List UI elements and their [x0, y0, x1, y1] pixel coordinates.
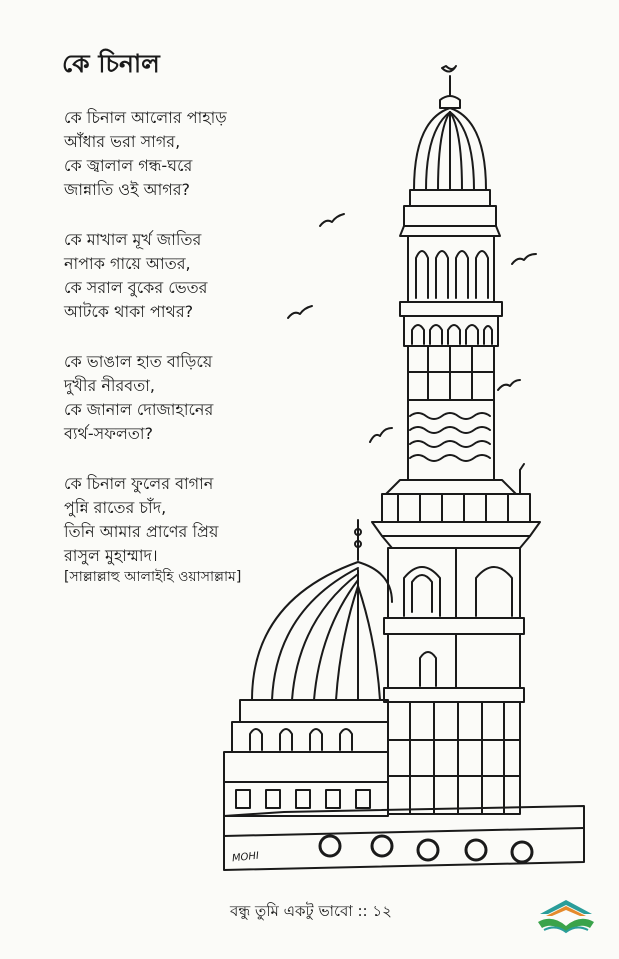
poem-title: কে চিনাল	[62, 49, 160, 78]
poem-line: আটকে থাকা পাথর?	[64, 302, 194, 321]
dome	[224, 520, 392, 816]
poem-line: নাপাক গায়ে আতর,	[64, 254, 191, 273]
poem-line: কে ভাঙাল হাত বাড়িয়ে	[64, 352, 213, 371]
poem-line: কে জ্বালাল গন্ধ-ঘরে	[64, 156, 193, 175]
page-footer: বন্ধু তুমি একটু ভাবো :: ১২	[230, 902, 392, 920]
poem-line: কে চিনাল ফুলের বাগান	[64, 474, 214, 493]
minaret-lower-shaft	[382, 536, 530, 814]
poem-line: ব্যর্থ-সফলতা?	[64, 424, 154, 443]
salutation-note: [সাল্লাল্লাহু আলাইহি ওয়াসাল্লাম]	[64, 569, 242, 585]
artist-signature: MOHI	[231, 850, 260, 865]
poem-line: আঁধার ভরা সাগর,	[64, 132, 181, 151]
poem-line: পুন্নি রাতের চাঁদ,	[64, 498, 167, 517]
minaret-upper-shaft	[400, 236, 502, 480]
poem-line: কে সরাল বুকের ভেতর	[64, 278, 208, 297]
poem-line: কে মাখাল মূর্খ জাতির	[64, 230, 202, 249]
minaret-balcony	[372, 464, 540, 536]
poem-line: রাসুল মুহাম্মাদ।	[64, 546, 158, 565]
poem-line: জান্নাতি ওই আগর?	[64, 180, 191, 199]
crescent-finial-icon	[440, 66, 460, 108]
poem-line: দুখীর নীরবতা,	[64, 376, 155, 395]
publisher-logo-icon	[534, 896, 598, 938]
poem-line: কে জানাল দোজাহানের	[64, 400, 214, 419]
poem-line: তিনি আমার প্রাণের প্রিয়	[64, 522, 219, 541]
poem-line: কে চিনাল আলোর পাহাড়	[64, 108, 227, 127]
minaret-dome	[400, 108, 500, 236]
